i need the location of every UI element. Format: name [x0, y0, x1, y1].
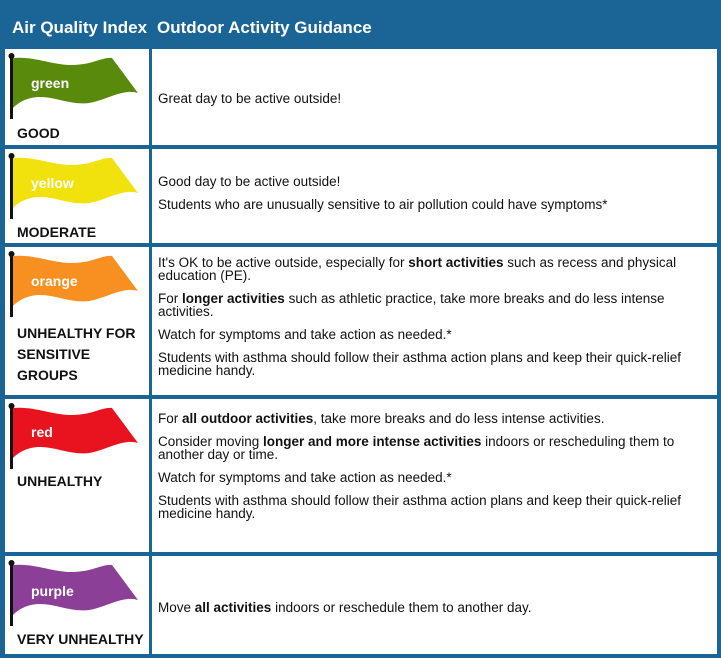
guidance-cell: [152, 49, 717, 145]
flag-icon: [6, 153, 152, 225]
aqi-cell: [5, 247, 149, 395]
flag-label: purple: [31, 583, 74, 599]
guidance-segment: Great day to be active outside!: [158, 91, 342, 106]
table-row: [0, 247, 721, 395]
aqi-cell: [5, 399, 149, 552]
guidance-segment: , take more breaks and do less intense activities.: [313, 411, 605, 426]
aqi-cell: [5, 149, 149, 243]
guidance-emphasis: all activities: [194, 600, 272, 615]
table-header: [0, 0, 721, 48]
guidance-text: [158, 175, 713, 221]
table-row: [0, 399, 721, 552]
flag-icon: [6, 403, 152, 475]
header-aqi: Air Quality Index: [12, 18, 148, 37]
guidance-segment: For: [158, 291, 183, 306]
guidance-item: [158, 198, 713, 211]
guidance-text: [158, 92, 713, 115]
flag-pole: [10, 156, 13, 219]
guidance-segment: such as recess and physical education (PE).: [158, 255, 677, 283]
flag-pole: [10, 56, 13, 119]
table-row: [0, 149, 721, 243]
guidance-emphasis: longer activities: [182, 291, 285, 306]
guidance-segment: such as athletic practice, take more breaks and do less intense activities.: [158, 291, 665, 319]
guidance-item: [158, 175, 713, 188]
guidance-emphasis: short activities: [408, 255, 504, 270]
flag-icon: [6, 53, 152, 125]
guidance-cell: [152, 149, 717, 243]
guidance-item: [158, 412, 713, 425]
guidance-segment: For: [158, 411, 183, 426]
guidance-item: [158, 256, 713, 282]
guidance-item: [158, 292, 713, 318]
guidance-item: [158, 328, 713, 341]
header-guidance: Outdoor Activity Guidance: [157, 18, 372, 37]
guidance-text: [158, 412, 713, 530]
table-row: [0, 556, 721, 654]
flag-icon: [6, 560, 152, 632]
flag-icon: [6, 251, 152, 323]
flag-pole: [10, 563, 13, 626]
aqi-level: GOOD: [17, 125, 60, 141]
aqi-level: UNHEALTHY: [17, 473, 103, 489]
aqi-cell: [5, 49, 149, 145]
flag-pole: [10, 406, 13, 469]
guidance-segment: Watch for symptoms and take action as needed.*: [158, 470, 452, 485]
guidance-cell: [152, 247, 717, 395]
flag-label: orange: [31, 273, 78, 289]
guidance-segment: indoors or reschedule them to another day.: [271, 600, 532, 615]
guidance-segment: It's OK to be active outside, especially for: [158, 255, 409, 270]
guidance-cell: [152, 399, 717, 552]
guidance-text: [158, 601, 713, 624]
guidance-text: [158, 256, 713, 387]
flag-label: red: [31, 424, 53, 440]
aqi-level: VERY UNHEALTHY: [17, 631, 144, 647]
guidance-item: [158, 435, 713, 461]
guidance-item: [158, 601, 713, 614]
flag-label: green: [31, 75, 70, 91]
guidance-emphasis: longer and more intense activities: [263, 434, 482, 449]
guidance-segment: Students with asthma should follow their asthma action plans and keep their quick-relief medicine handy.: [158, 350, 682, 378]
guidance-item: [158, 494, 713, 520]
aqi-cell: [5, 556, 149, 654]
aqi-level: MODERATE: [17, 224, 97, 240]
aqi-level: UNHEALTHY FOR SENSITIVE GROUPS: [17, 325, 136, 383]
guidance-segment: Watch for symptoms and take action as needed.*: [158, 327, 452, 342]
table-row: [0, 49, 721, 145]
guidance-item: [158, 351, 713, 377]
guidance-segment: Move: [158, 600, 195, 615]
flag-pole: [10, 254, 13, 317]
flag-label: yellow: [31, 175, 74, 191]
guidance-item: [158, 471, 713, 484]
guidance-segment: indoors or rescheduling them to another day or time.: [158, 434, 675, 462]
guidance-segment: Good day to be active outside!: [158, 174, 341, 189]
guidance-segment: Students who are unusually sensitive to air pollution could have symptoms*: [158, 197, 608, 212]
guidance-segment: Consider moving: [158, 434, 264, 449]
guidance-emphasis: all outdoor activities: [182, 411, 314, 426]
guidance-cell: [152, 556, 717, 654]
guidance-item: [158, 92, 713, 105]
guidance-segment: Students with asthma should follow their asthma action plans and keep their quick-relief medicine handy.: [158, 493, 682, 521]
